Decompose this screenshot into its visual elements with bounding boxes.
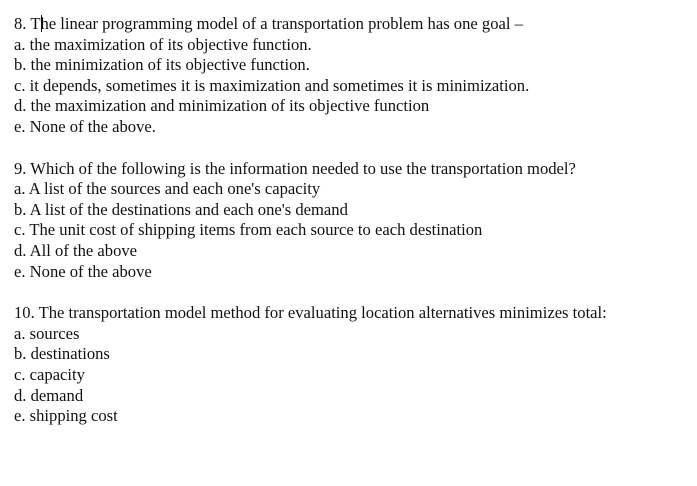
question-8-option-c: c. it depends, sometimes it is maximization and sometimes it is minimization. xyxy=(14,75,530,95)
question-8-option-d: d. the maximization and minimization of its objective function xyxy=(14,96,430,116)
question-10-option-e: e. shipping cost xyxy=(14,406,118,426)
question-9-option-c: c. The unit cost of shipping items from each source to each destination xyxy=(14,220,483,240)
question-10-stem: 10. The transportation model method for evaluating location alternatives minimizes total: xyxy=(14,303,607,323)
question-10-option-b: b. destinations xyxy=(14,344,110,364)
question-8 xyxy=(14,14,694,138)
question-9-option-d: d. All of the above xyxy=(14,240,138,260)
question-9-stem: 9. Which of the following is the information needed to use the transportation model? xyxy=(14,158,576,178)
question-9-option-a: a. A list of the sources and each one's capacity xyxy=(14,179,321,199)
question-8-option-e: e. None of the above. xyxy=(14,116,156,136)
question-10-option-d: d. demand xyxy=(14,385,84,405)
question-9 xyxy=(14,159,694,283)
question-8-stem-rest: he linear programming model of a transportation problem has one goal – xyxy=(40,14,523,33)
question-8-stem-start: T xyxy=(30,14,41,33)
question-10 xyxy=(14,303,694,427)
question-9-option-e: e. None of the above xyxy=(14,261,152,281)
question-10-option-a: a. sources xyxy=(14,323,80,343)
question-8-number: 8. xyxy=(14,14,27,33)
question-10-option-c: c. capacity xyxy=(14,364,85,384)
question-8-option-b: b. the minimization of its objective function. xyxy=(14,55,310,75)
document-body[interactable] xyxy=(14,14,694,427)
question-9-option-b: b. A list of the destinations and each one's demand xyxy=(14,199,348,219)
question-8-option-a: a. the maximization of its objective function. xyxy=(14,34,312,54)
question-8-stem xyxy=(14,14,694,35)
